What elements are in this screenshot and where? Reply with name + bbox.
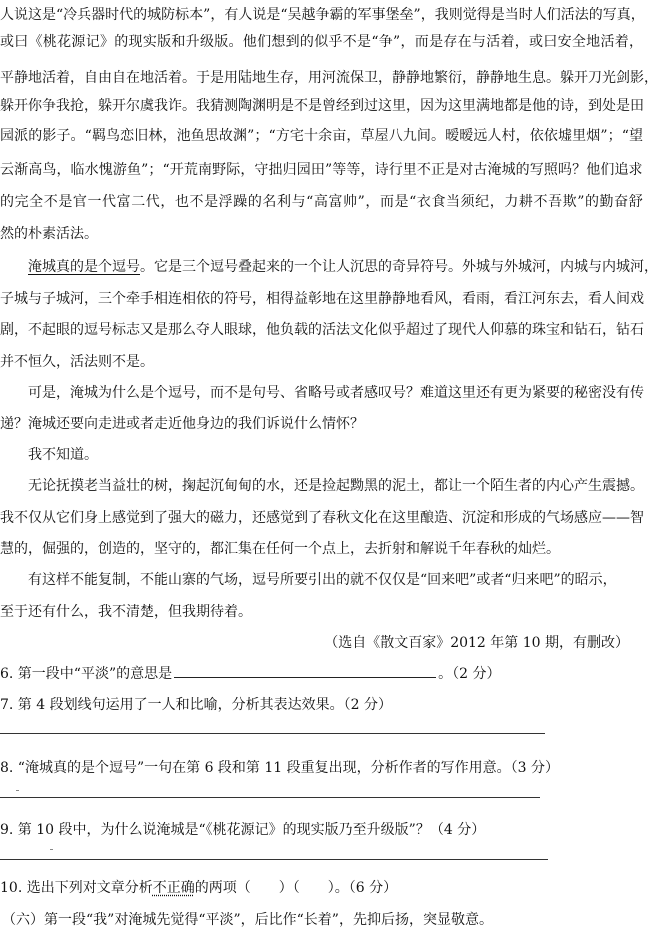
passage-line: 云 渐 高 鸟 ， 临 水 愧 游 鱼 ” ； “ 开 荒 南 野 际 ， 守 拙 归 园 田 ” 等 等 ， 诗 行 里 不 正 是 对 古 淹 城 的 写 照 吗 ？ 他 们 追 求: [0, 162, 643, 178]
passage-line: 平 静 地 活 着 ， 自 由 自 在 地 活 着 。 于 是 用 陆 地 生 存 ， 用 河 流 保 卫 ， 静 静 地 繁 衍 ， 静 静 地 生 息 。 躲 开 刀 光 剑 影 ，: [0, 70, 658, 86]
option-6: （六）第一段“我”对淹城先觉得“平淡”，后比作“长着”，先抑后扬，突显敬意。: [2, 912, 493, 928]
passage-line: 剧 ， 不 起 眼 的 逗 号 标 志 又 是 那 么 夺 人 眼 球 ， 他 负 载 的 活 法 文 化 似 乎 超 过 了 现 代 人 仰 慕 的 珠 宝 和 钻 石 ， 钻 石: [0, 322, 644, 338]
passage-line: 的 完 全 不 是 官 一 代 富 二 代 ， 也 不 是 浮 躁 的 名 利 与 “ 高 富 帅 ” ， 而 是 “ 衣 食 当 须 纪 ， 力 耕 不 吾 欺 ” 的 勤 奋 舒: [0, 194, 643, 210]
passage-line: 慧的，倔强的，创造的，坚守的，都汇集在任何一个点上，去折射和解说千年春秋的灿烂。: [0, 541, 560, 557]
passage-line: 或 曰 《 桃 花 源 记 》 的 现 实 版 和 升 级 版 。 他 们 想 到 的 似 乎 不 是 “ 争 ” ， 而 是 存 在 与 活 着 ， 或 曰 安 全 地 活 着 ，: [0, 34, 643, 50]
question-8: 8. “淹城真的是个逗号”一句在第 6 段和第 11 段重复出现，分析作者的写作用意。（3 分）: [0, 760, 559, 776]
passage-line: 递？淹城还要向走进或者走近他身边的我们诉说什么情怀？: [0, 416, 364, 432]
source-citation: （选自《散文百家》2012 年第 10 期，有删改）: [324, 635, 629, 651]
passage-line: 有这样不能复制，不能山寨的气场，逗号所要引出的就不仅仅是“回来吧”或者“归来吧”的昭示，: [28, 572, 617, 588]
answer-line[interactable]: [0, 797, 540, 798]
answer-line[interactable]: [0, 733, 545, 734]
passage-line: 至于还有什么，我不清楚，但我期待着。: [0, 604, 252, 620]
passage-line: 无论抚摸老当益壮的树，掬起沉甸甸的水，还是捡起黝黑的泥土，都让一个陌生者的内心产生震撼。: [28, 478, 644, 494]
passage-line: 然的朴素活法。: [0, 226, 98, 242]
scan-speck: [50, 849, 53, 850]
passage-line: 我 不 仅 从 它 们 身 上 感 觉 到 了 强 大 的 磁 力 ， 还 感 觉 到 了 春 秋 文 化 在 这 里 酿 造 、 沉 淀 和 形 成 的 气 场 感 应 — — 智: [0, 510, 644, 526]
passage-line: 园 派 的 影 子 。 “ 羁 鸟 恋 旧 林 ， 池 鱼 思 故 渊 ” ； “ 方 宅 十 余 亩 ， 草 屋 八 九 间 。 暧 暧 远 人 村 ， 依 依 墟 里 烟 ” ； “ 望: [0, 128, 643, 144]
passage-line: 淹城真的是个逗号。它是三个逗号叠起来的一个让人沉思的奇异符号。外城与外城河，内城与内城河，: [28, 259, 658, 275]
question-6: 6. 第一段中“平淡”的意思是 。（2 分）: [0, 666, 501, 682]
underlined-sentence: 淹城真的是个逗号: [28, 259, 140, 275]
emphasis-text: 不正确: [152, 880, 195, 896]
passage-line: 我不知道。: [28, 447, 98, 463]
question-9: 9. 第 10 段中，为什么说淹城是“《桃花源记》的现实版乃至升级版”？（4 分）: [0, 822, 486, 838]
question-7: 7. 第 4 段划线句运用了一人和比喻，分析其表达效果。（2 分）: [0, 697, 392, 713]
passage-line: 人 说 这 是 “ 冷 兵 器 时 代 的 城 防 标 本 ” ， 有 人 说 是 “ 吴 越 争 霸 的 军 事 堡 垒 ” ， 我 则 觉 得 是 当 时 人 们 活 法 的 写 真 ，: [0, 7, 645, 23]
answer-blank[interactable]: [174, 665, 436, 678]
passage-line: 躲 开 你 争 我 抢 ， 躲 开 尔 虞 我 诈 。 我 猜 测 陶 渊 明 是 不 是 曾 经 到 过 这 里 ， 因 为 这 里 满 地 都 是 他 的 诗 ， 到 处 是 田: [0, 98, 644, 114]
passage-line: 子 城 与 子 城 河 ， 三 个 牵 手 相 连 相 依 的 符 号 ， 相 得 益 彰 地 在 这 里 静 静 地 看 风 ， 看 雨 ， 看 江 河 东 去 ， 看 人 间 戏: [0, 291, 644, 307]
scan-speck: [16, 790, 19, 791]
passage-line: 并不恒久，活法则不是。: [0, 354, 154, 370]
question-10: 10. 选出下列对文章分析不正确的两项（ ）（ ）。（6 分）: [0, 880, 398, 896]
passage-line: 可是，淹城为什么是个逗号，而不是句号、省略号或者感叹号？难道这里还有更为紧要的秘密没有传: [28, 385, 644, 401]
answer-line[interactable]: [0, 859, 548, 860]
